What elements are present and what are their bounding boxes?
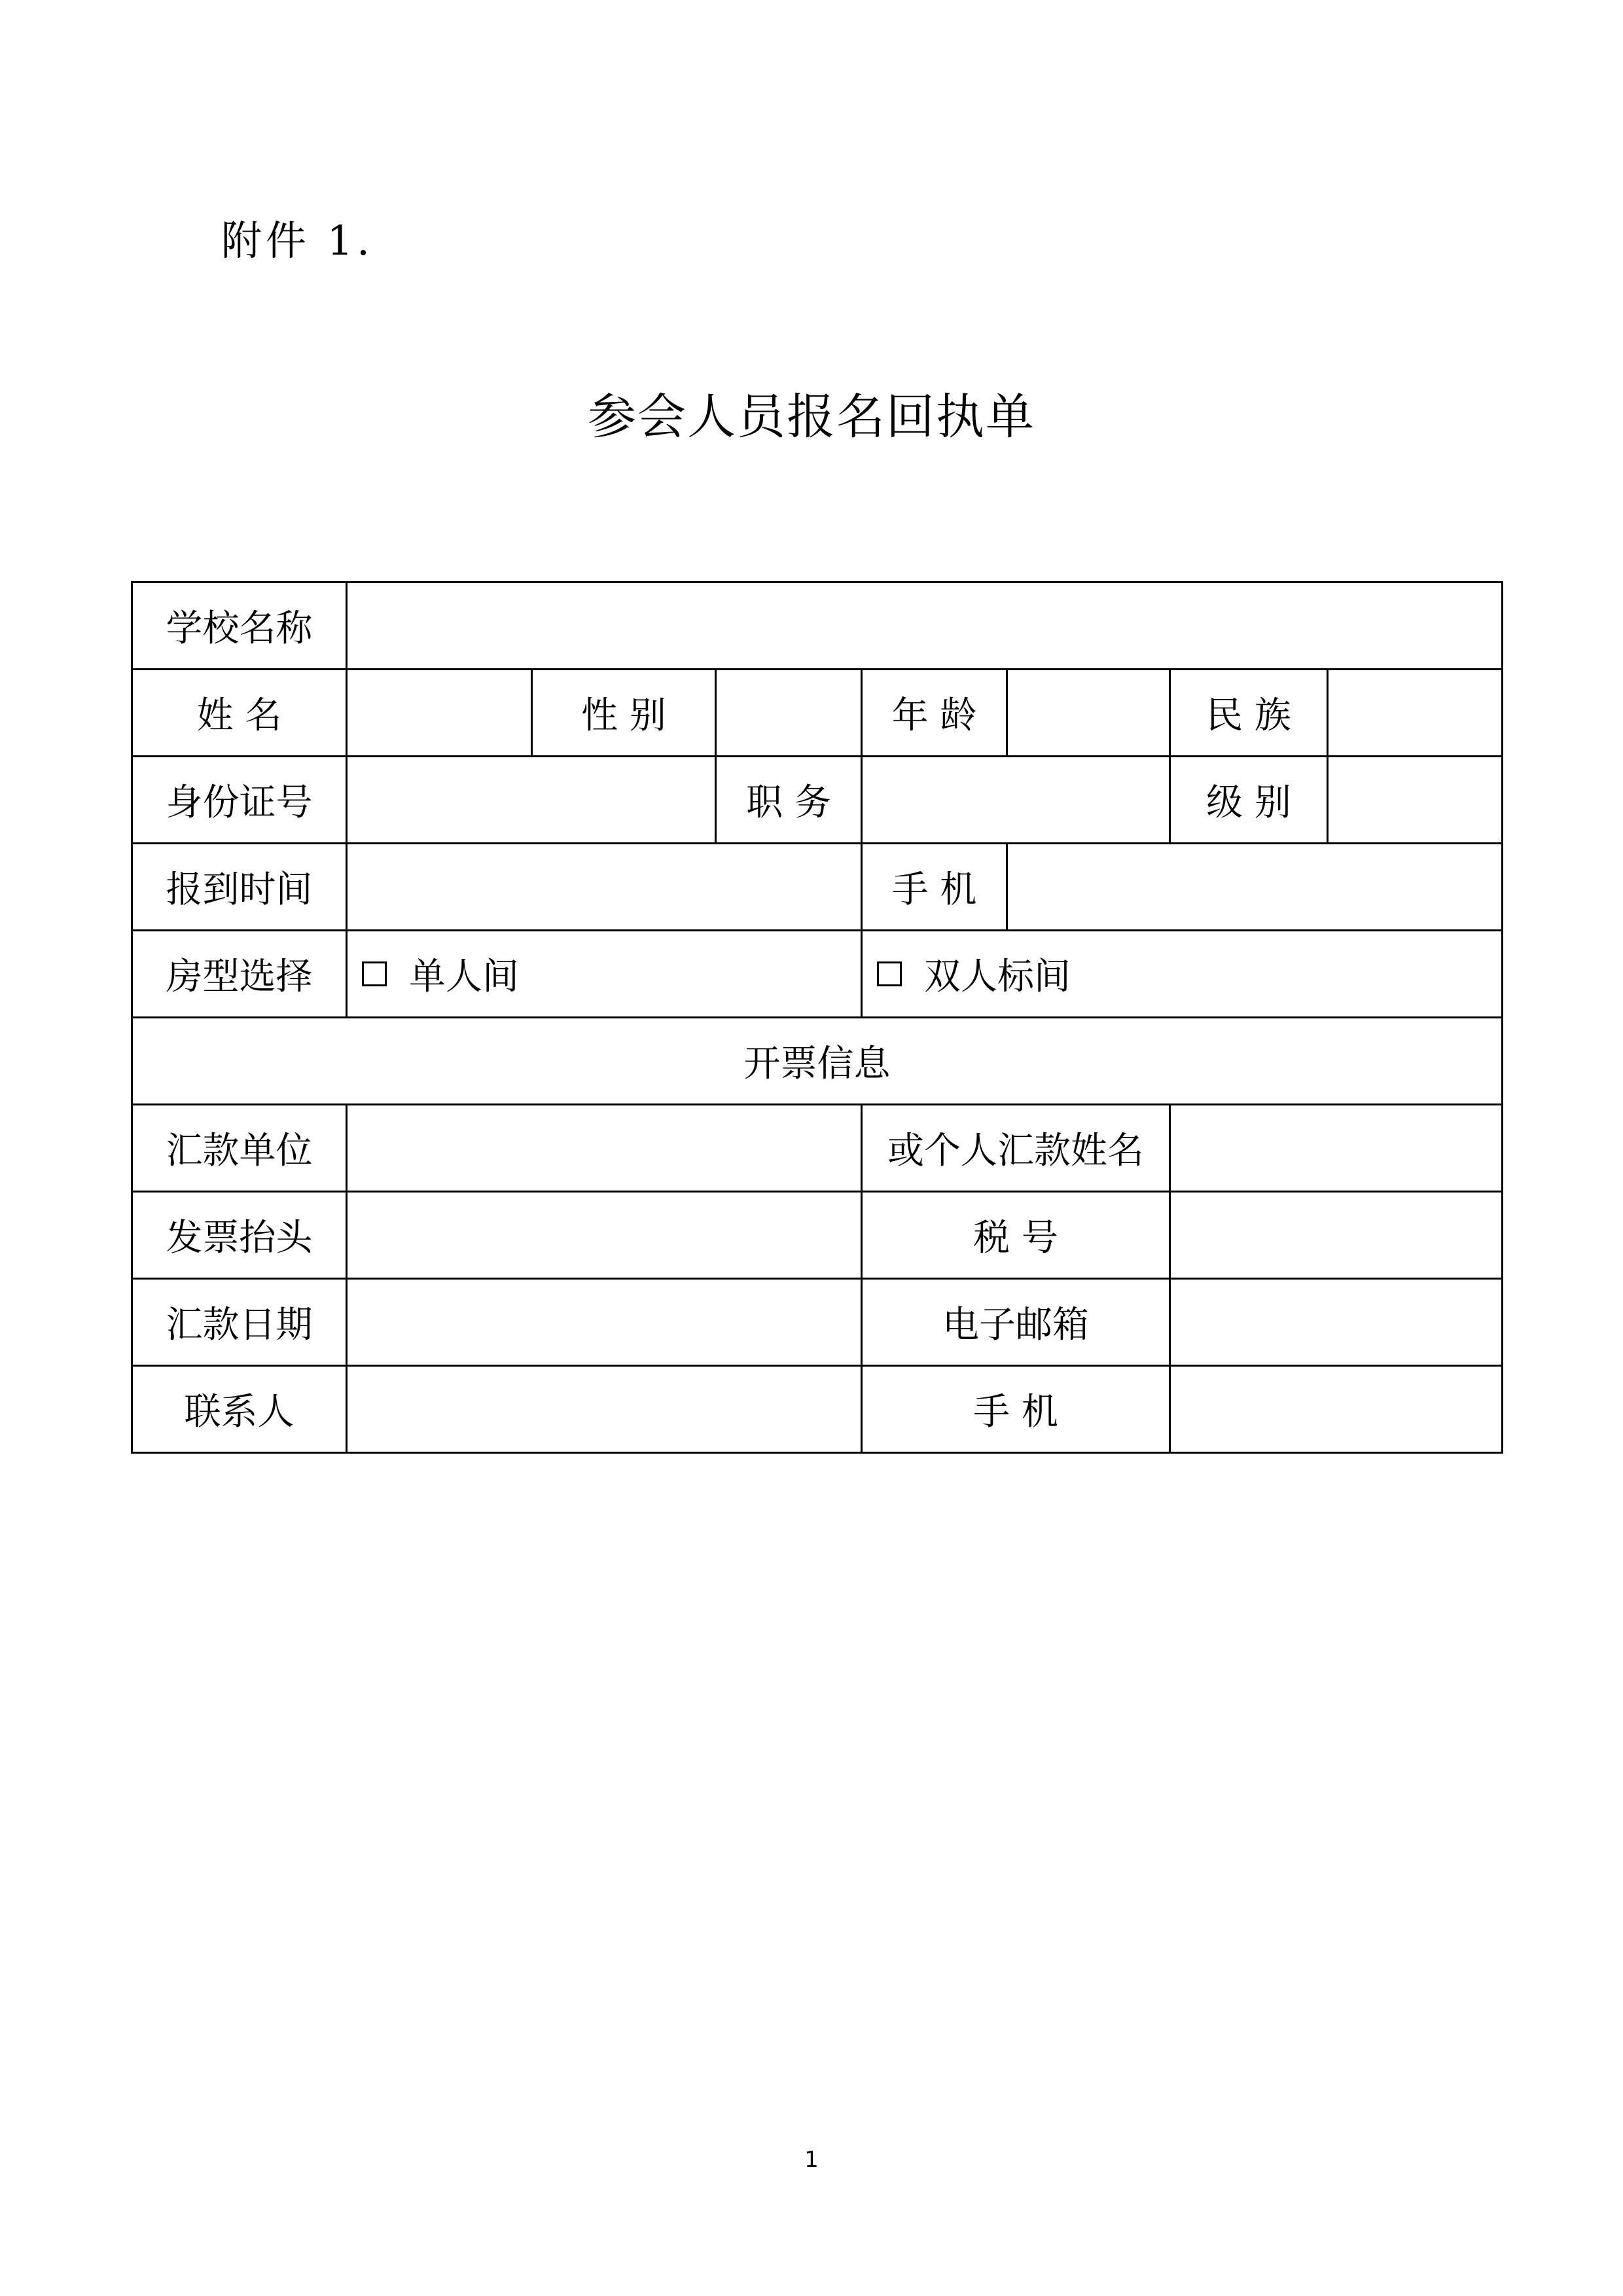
invoice-section-heading: 开票信息 — [743, 1043, 891, 1085]
invoice-title-field[interactable] — [348, 1193, 861, 1278]
id-number-label: 身份证号 — [166, 781, 313, 824]
age-label: 年 龄 — [891, 694, 977, 737]
table-border-right — [1501, 581, 1503, 1454]
gender-label: 性 别 — [581, 694, 666, 737]
position-field[interactable] — [863, 757, 1169, 842]
tax-number-label: 税 号 — [973, 1217, 1058, 1259]
checkbox-icon[interactable] — [362, 961, 387, 986]
remit-date-label: 汇款日期 — [166, 1304, 313, 1346]
name-label: 姓 名 — [196, 694, 282, 737]
page-title: 参会人员报名回执单 — [588, 389, 1035, 445]
school-name-field[interactable] — [348, 583, 1501, 668]
email-field[interactable] — [1171, 1280, 1501, 1365]
school-name-label: 学校名称 — [166, 607, 313, 650]
remitter-unit-field[interactable] — [348, 1105, 861, 1191]
level-field[interactable] — [1329, 757, 1501, 842]
attachment-label: 附件 1. — [221, 217, 374, 264]
remit-date-field[interactable] — [348, 1280, 861, 1365]
level-label: 级 别 — [1206, 781, 1291, 824]
contact-field[interactable] — [348, 1367, 861, 1452]
table-border-bottom — [131, 1452, 1503, 1454]
id-number-field[interactable] — [348, 757, 715, 842]
contact-mobile-field[interactable] — [1171, 1367, 1501, 1452]
contact-mobile-label: 手 机 — [973, 1391, 1058, 1433]
page-number: 1 — [804, 2147, 819, 2173]
room-twin-option[interactable] — [863, 931, 1501, 1016]
room-single-option[interactable] — [348, 931, 861, 1016]
position-label: 职 务 — [746, 781, 831, 824]
ethnicity-label: 民 族 — [1206, 694, 1291, 737]
remitter-unit-label: 汇款单位 — [166, 1130, 313, 1172]
age-field[interactable] — [1008, 670, 1169, 755]
mobile-label: 手 机 — [891, 869, 977, 911]
gender-field[interactable] — [717, 670, 861, 755]
remitter-personal-field[interactable] — [1171, 1105, 1501, 1191]
room-twin-label: 双人标间 — [924, 956, 1071, 998]
remitter-personal-label: 或个人汇款姓名 — [887, 1130, 1144, 1172]
room-type-label: 房型选择 — [166, 956, 313, 998]
email-label: 电子邮箱 — [942, 1304, 1089, 1346]
mobile-field[interactable] — [1008, 844, 1501, 929]
tax-number-field[interactable] — [1171, 1193, 1501, 1278]
room-single-label: 单人间 — [409, 956, 519, 998]
name-field[interactable] — [348, 670, 531, 755]
arrival-time-label: 报到时间 — [166, 869, 313, 911]
contact-label: 联系人 — [184, 1391, 294, 1433]
checkbox-icon[interactable] — [877, 961, 902, 986]
invoice-title-label: 发票抬头 — [166, 1217, 313, 1259]
ethnicity-field[interactable] — [1329, 670, 1501, 755]
arrival-time-field[interactable] — [348, 844, 861, 929]
